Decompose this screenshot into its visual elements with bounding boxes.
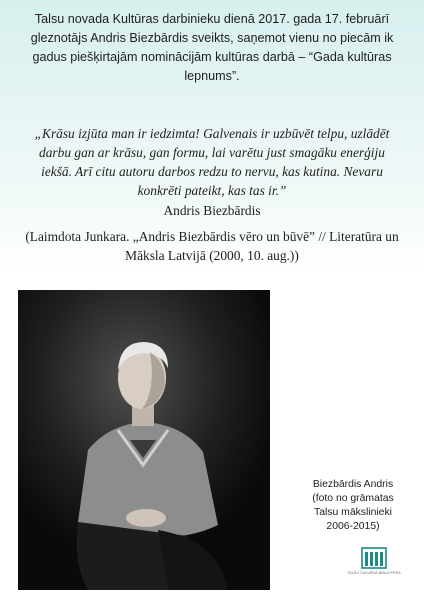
library-logo: [345, 546, 403, 586]
library-building-icon: [361, 546, 387, 570]
quote-source: (Laimdota Junkara. „Andris Biezbārdis vēro un būvē” // Literatūra un Māksla Latvijā (2000, 10. aug.)): [25, 229, 399, 263]
caption-line: Talsu mākslinieki: [314, 507, 392, 518]
caption-line: (foto no grāmatas: [312, 493, 394, 504]
library-name: TALSU GALVENĀ BIBLIOTĒKA: [347, 571, 401, 575]
quote-author: Andris Biezbārdis: [163, 203, 261, 218]
intro-text: Talsu novada Kultūras darbinieku dienā 2017. gada 17. februārī gleznotājs Andris Biezbārdis sveikts, saņemot vienu no piecām ik gadus piešķirtajām nominācijām kultūras darbā – “Gada kultūras lepnums”.: [30, 12, 394, 83]
quote-text: „Krāsu izjūta man ir iedzimta! Galvenais ir uzbūvēt telpu, uzlādēt darbu gan ar krāsu, gan formu, lai varētu just smagāku enerģiju iekšā. Arī citu autoru darbos redzu to nervu, kas kutina. Nevaru konkrēti pateikt, kas tas ir.”: [34, 126, 390, 198]
caption-line: 2006-2015): [326, 521, 380, 532]
photo-caption: [290, 478, 416, 534]
caption-line: Biezbārdis Andris: [312, 479, 394, 490]
portrait-photo: [18, 290, 270, 590]
portrait-illustration: [18, 290, 270, 590]
